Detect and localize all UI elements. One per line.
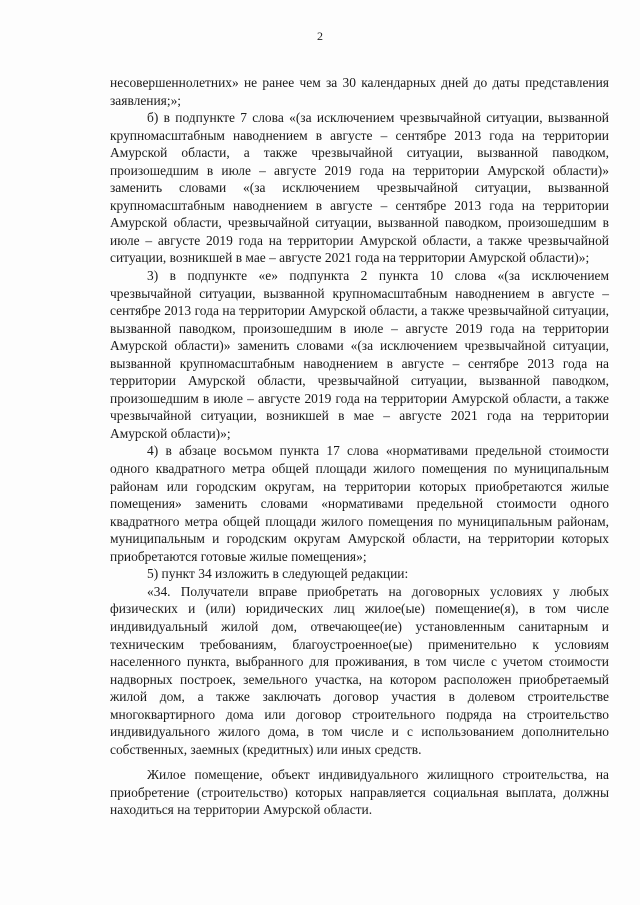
document-body — [110, 74, 609, 819]
paragraph-continuation: несовершеннолетних» не ранее чем за 30 календарных дней до даты представления заявления;»; — [110, 75, 609, 108]
paragraph-item-3: 3) в подпункте «е» подпункта 2 пункта 10 слова «(за исключением чрезвычайной ситуации, вызванной крупномасштабным наводнением в августе – сентябре 2013 года на территории Амурской области, а также чрезвычайной ситуации, вызванной паводком, произошедшим в июле – августе 2019 года на территории Амурской области)» заменить словами «(за исключением чрезвычайной ситуации, вызванной крупномасштабным наводнением в августе – сентябре 2013 года на территории Амурской области, чрезвычайной ситуации, вызванной паводком, произошедшим в июле – августе 2019 года на территории Амурской области, а также чрезвычайной ситуации, возникшей в мае – августе 2021 года на территории Амурской области)»; — [110, 268, 609, 441]
paragraph-clause-34: «34. Получатели вправе приобретать на договорных условиях у любых физических и (или) юридических лиц жилое(ые) помещение(я), в том числе индивидуальный жилой дом, отвечающее(ие) установленным санитарным и техническим требованиям, благоустроенное(ые) применительно к условиям населенного пункта, выбранного для проживания, в том числе с учетом стоимости надворных построек, земельного участка, на котором расположен приобретаемый жилой дом, а также заключать договор участия в долевом строительстве многоквартирного дома или договор строительного подряда на строительство индивидуального жилого дома, в том числе и с использованием дополнительно собственных, заемных (кредитных) или иных средств. — [110, 583, 609, 757]
paragraph-clause-34-second: Жилое помещение, объект индивидуального жилищного строительства, на приобретение (строительство) которых направляется социальная выплата, должны находиться на территории Амурской области. — [110, 767, 609, 818]
page-number: 2 — [317, 29, 323, 43]
paragraph-item-b: б) в подпункте 7 слова «(за исключением чрезвычайной ситуации, вызванной крупномасштабным наводнением в августе – сентябре 2013 года на территории Амурской области, а также чрезвычайной ситуации, вызванной паводком, произошедшим в июле – августе 2019 года на территории Амурской области)» заменить словами «(за исключением чрезвычайной ситуации, вызванной крупномасштабным наводнением в августе – сентябре 2013 года на территории Амурской области, чрезвычайной ситуации, вызванной паводком, произошедшим в июле – августе 2019 года на территории Амурской области, а также чрезвычайной ситуации, возникшей в мае – августе 2021 года на территории Амурской области)»; — [110, 110, 609, 266]
paragraph-item-5: 5) пункт 34 изложить в следующей редакции: — [147, 566, 409, 582]
paragraph-item-4: 4) в абзаце восьмом пункта 17 слова «нормативами предельной стоимости одного квадратного метра общей площади жилого помещения по муниципальным районам или городским округам, на территории которых приобретаются жилые помещения» заменить словами «нормативами предельной стоимости одного квадратного метра общей площади жилого помещения по муниципальным районам, муниципальным и городским округам Амурской области, на территории которых приобретаются готовые жилые помещения»; — [110, 443, 609, 564]
